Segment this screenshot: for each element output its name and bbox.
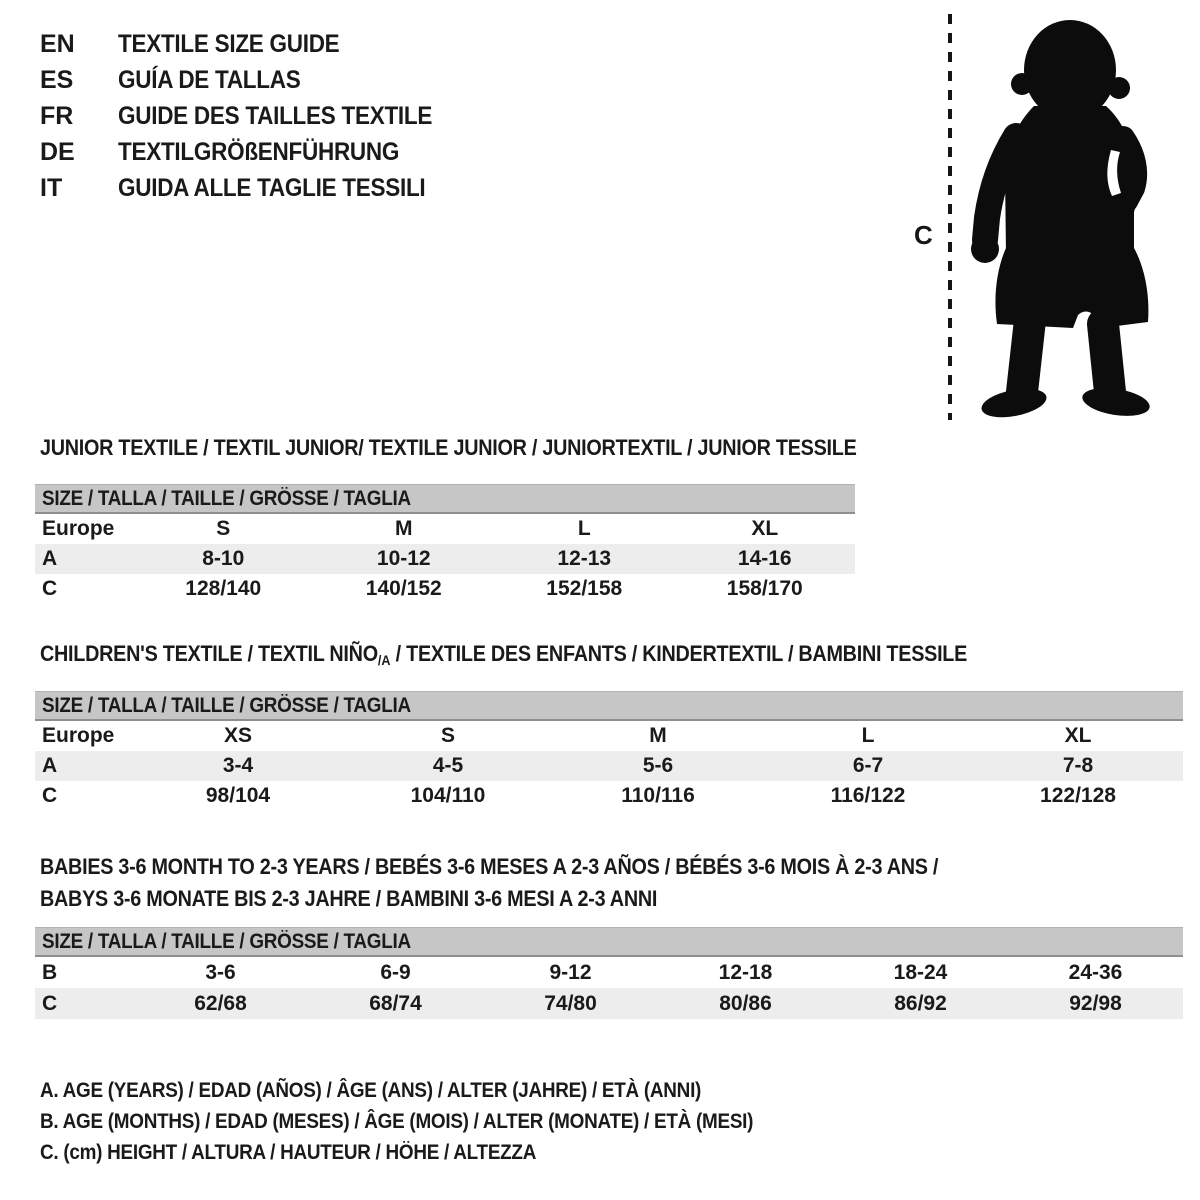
size-cell: S: [216, 517, 231, 540]
legend-text: B. AGE (MONTHS) / EDAD (MESES) / ÂGE (MOIS) / ALTER (MONATE) / ETÀ (MESI): [40, 1110, 754, 1133]
months-cell: 12-18: [718, 960, 773, 984]
height-cell: 158/170: [726, 577, 803, 600]
months-cell: 24-36: [1068, 960, 1123, 984]
row-label: A: [42, 547, 58, 570]
toddler-figure-svg: [900, 0, 1200, 440]
language-code: EN: [40, 30, 75, 58]
language-row-it: [40, 170, 467, 206]
table-row-age: [35, 544, 855, 574]
children-section-heading: [40, 641, 1070, 668]
language-row-es: [40, 62, 467, 98]
height-cell: 74/80: [544, 991, 597, 1015]
silhouette-hand-right: [1111, 195, 1135, 219]
table-row-height: [35, 781, 1183, 811]
height-cell: 104/110: [410, 784, 486, 807]
row-label: B: [42, 960, 58, 984]
guide-title: TEXTILGRÖßENFÜHRUNG: [118, 138, 400, 166]
size-header-bar: [35, 691, 1183, 721]
table-row-height: [35, 988, 1183, 1019]
size-cell: L: [861, 724, 875, 747]
months-cell: 9-12: [549, 960, 592, 984]
children-heading-post: / TEXTILE DES ENFANTS / KINDERTEXTIL / BAMBINI TESSILE: [390, 641, 968, 666]
height-cell: 92/98: [1069, 991, 1122, 1015]
size-cell: L: [577, 517, 591, 540]
junior-size-table: [35, 484, 855, 604]
age-cell: 12-13: [557, 547, 612, 570]
size-header-label: SIZE / TALLA / TAILLE / GRÖSSE / TAGLIA: [42, 486, 411, 510]
age-cell: 6-7: [852, 754, 884, 777]
height-cell: 122/128: [1040, 784, 1116, 807]
legend-text: A. AGE (YEARS) / EDAD (AÑOS) / ÂGE (ANS) / ALTER (JAHRE) / ETÀ (ANNI): [40, 1079, 702, 1102]
junior-section-heading: [40, 435, 947, 461]
legend-line-b: [40, 1106, 832, 1137]
size-header-label: SIZE / TALLA / TAILLE / GRÖSSE / TAGLIA: [42, 693, 411, 717]
silhouette-leg-right: [1103, 324, 1110, 392]
measure-legend: [40, 1075, 832, 1168]
row-label: A: [42, 754, 58, 777]
height-cell: 152/158: [546, 577, 623, 600]
language-row-en: [40, 26, 467, 62]
silhouette-foot-right: [1080, 384, 1151, 420]
language-row-fr: [40, 98, 467, 134]
height-cell: 116/122: [830, 784, 906, 807]
height-cell: 68/74: [369, 991, 422, 1015]
children-size-table: [35, 691, 1183, 811]
height-cell: 62/68: [194, 991, 247, 1015]
babies-section-heading: [40, 851, 1038, 915]
row-label: Europe: [42, 724, 115, 747]
age-cell: 10-12: [376, 547, 431, 570]
silhouette-fist-left: [971, 235, 999, 263]
height-cell: 140/152: [365, 577, 442, 600]
junior-heading-text: JUNIOR TEXTILE / TEXTIL JUNIOR/ TEXTILE JUNIOR / JUNIORTEXTIL / JUNIOR TESSILE: [40, 435, 857, 460]
height-cell: 86/92: [894, 991, 947, 1015]
size-header-label: SIZE / TALLA / TAILLE / GRÖSSE / TAGLIA: [42, 929, 411, 953]
legend-line-a: [40, 1075, 832, 1106]
measure-c-label: C: [914, 220, 933, 250]
language-code: FR: [40, 102, 74, 130]
height-cell: 98/104: [205, 784, 271, 807]
months-cell: 6-9: [380, 960, 411, 984]
table-row-height: [35, 574, 855, 604]
age-cell: 14-16: [737, 547, 792, 570]
guide-title: GUIDE DES TAILLES TEXTILE: [118, 102, 433, 130]
height-cell: 80/86: [719, 991, 772, 1015]
row-label: Europe: [42, 517, 115, 540]
size-cell: XL: [751, 517, 779, 540]
age-cell: 5-6: [642, 754, 674, 777]
row-label: C: [42, 784, 58, 807]
silhouette-ear-right: [1108, 77, 1130, 99]
age-cell: 4-5: [432, 754, 464, 777]
table-row-months: [35, 957, 1183, 988]
children-heading-pre: CHILDREN'S TEXTILE / TEXTIL NIÑO: [40, 641, 378, 666]
height-cell: 128/140: [185, 577, 262, 600]
language-row-de: [40, 134, 467, 170]
babies-heading-line1: BABIES 3-6 MONTH TO 2-3 YEARS / BEBÉS 3-6 MESES A 2-3 AÑOS / BÉBÉS 3-6 MOIS À 2-3 ANS /: [40, 854, 939, 879]
children-heading-text: [40, 641, 967, 668]
table-row-age: [35, 751, 1183, 781]
silhouette-head: [1024, 20, 1116, 120]
size-header-bar: [35, 927, 1183, 957]
age-cell: 7-8: [1062, 754, 1094, 777]
children-heading-sub: /A: [377, 652, 391, 668]
size-cell: XL: [1064, 724, 1092, 747]
months-cell: 18-24: [893, 960, 948, 984]
legend-text: C. (cm) HEIGHT / ALTURA / HAUTEUR / HÖHE / ALTEZZA: [40, 1141, 537, 1164]
row-label: C: [42, 991, 58, 1015]
language-code: DE: [40, 138, 75, 166]
size-cell: XS: [223, 724, 252, 747]
silhouette-leg-left: [1022, 320, 1030, 392]
language-code: IT: [40, 174, 63, 202]
language-title-block: [40, 26, 467, 206]
guide-title: GUIDA ALLE TAGLIE TESSILI: [118, 174, 426, 202]
legend-line-c: [40, 1137, 832, 1168]
size-header-bar: [35, 484, 855, 514]
table-row-europe: [35, 514, 855, 544]
height-measure-figure: [900, 0, 1200, 440]
size-cell: S: [440, 724, 455, 747]
size-cell: M: [395, 517, 413, 540]
age-cell: 3-4: [222, 754, 254, 777]
guide-title: GUÍA DE TALLAS: [118, 66, 301, 94]
size-cell: M: [649, 724, 667, 747]
table-row-europe: [35, 721, 1183, 751]
height-cell: 110/116: [621, 784, 695, 807]
language-code: ES: [40, 66, 74, 94]
silhouette-ear-left: [1011, 73, 1033, 95]
toddler-silhouette-icon: [971, 20, 1152, 422]
months-cell: 3-6: [205, 960, 236, 984]
babies-heading-line2: BABYS 3-6 MONATE BIS 2-3 JAHRE / BAMBINI 3-6 MESI A 2-3 ANNI: [40, 886, 658, 911]
row-label: C: [42, 577, 58, 600]
guide-title: TEXTILE SIZE GUIDE: [118, 30, 340, 58]
age-cell: 8-10: [202, 547, 245, 570]
babies-size-table: [35, 927, 1183, 1019]
silhouette-arm-right: [1123, 138, 1135, 201]
